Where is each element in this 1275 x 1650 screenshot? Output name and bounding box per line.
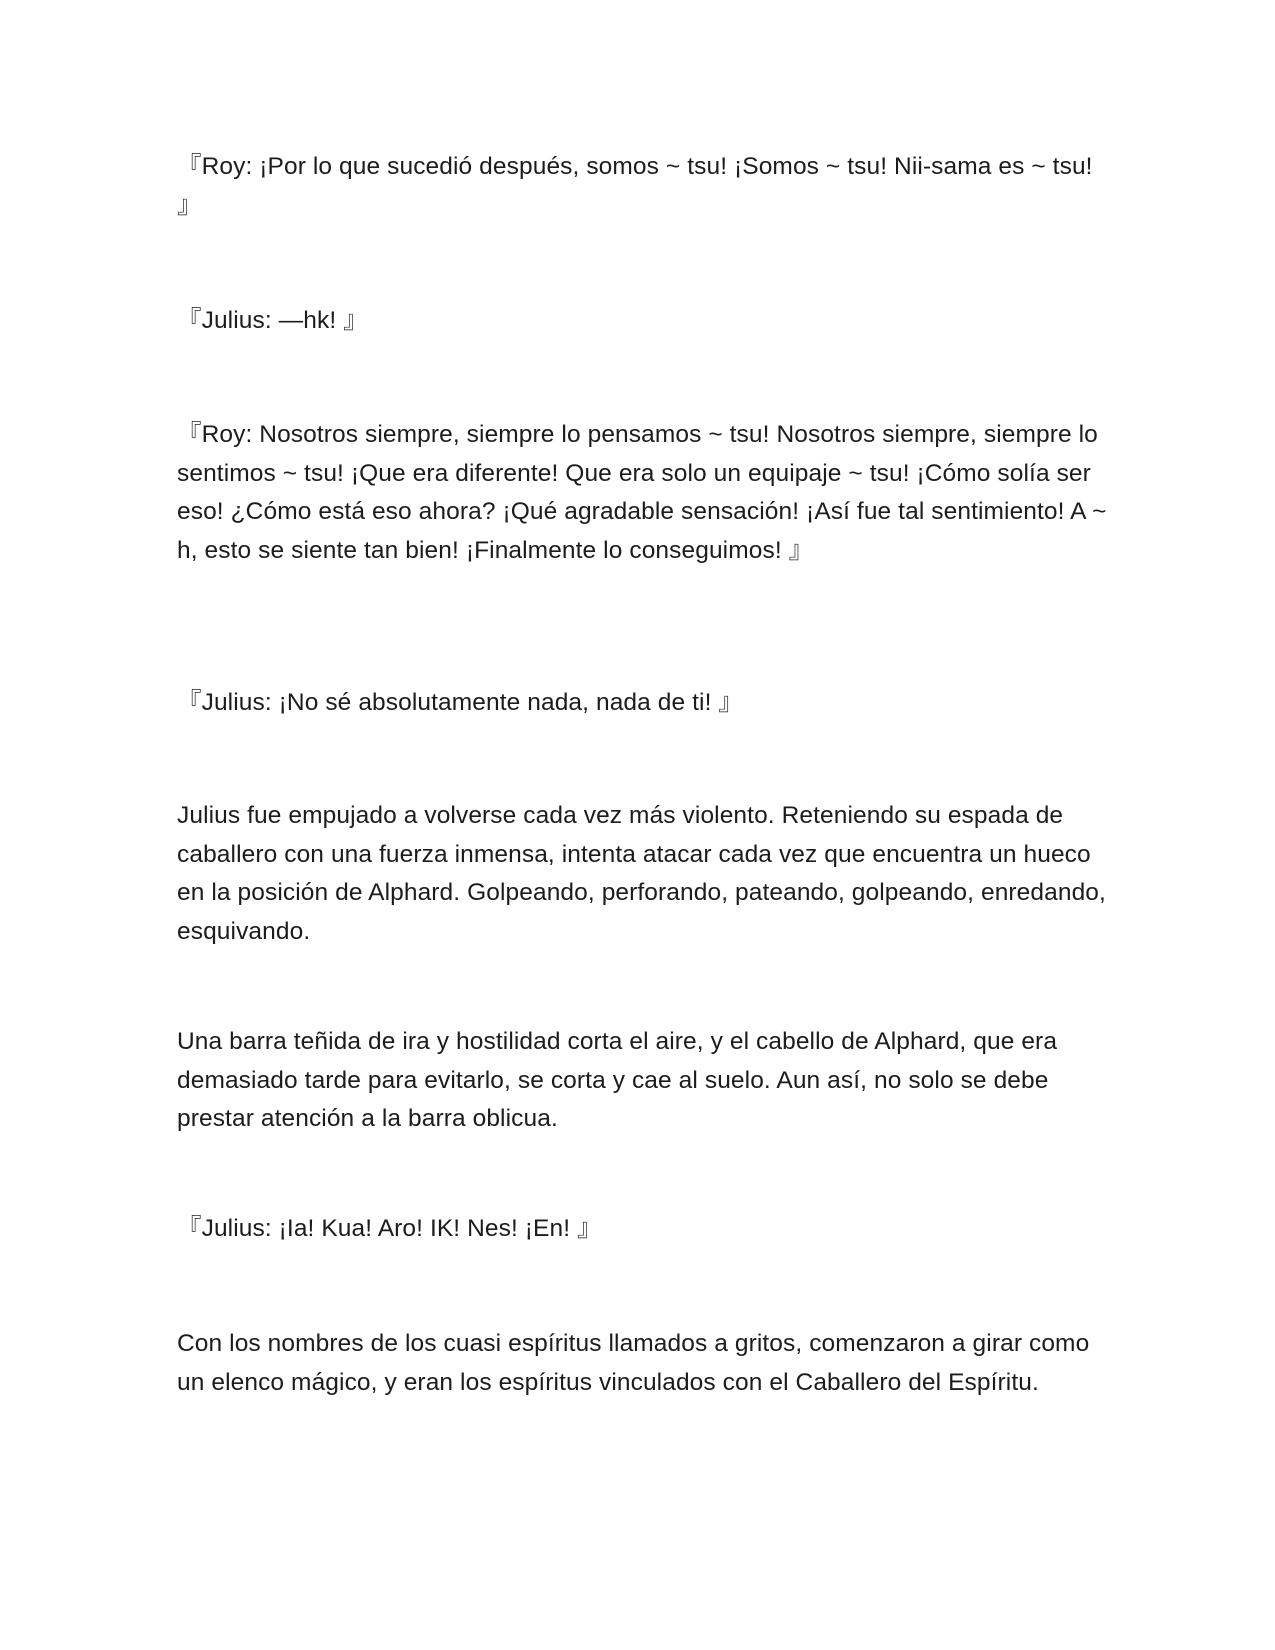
dialogue-julius-3: 『Julius: ¡Ia! Kua! Aro! IK! Nes! ¡En! 』	[177, 1215, 602, 1242]
narration-paragraph-3: Con los nombres de los cuasi espíritus llamados a gritos, comenzaron a girar como un elenco mágico, y eran los espíritus vinculados con el Caballero del Espíritu.	[177, 1330, 1090, 1396]
dialogue-roy-2: 『Roy: Nosotros siempre, siempre lo pensamos ~ tsu! Nosotros siempre, siempre lo sentimos ~ tsu! ¡Que era diferente! Que era solo un equipaje ~ tsu! ¡Cómo solía ser eso! ¿Cómo está eso ahora? ¡Qué agradable sensación! ¡Así fue tal sentimiento! A ~ h, esto se siente tan bien! ¡Finalmente lo conseguimos! 』	[177, 421, 1107, 564]
dialogue-julius-2: 『Julius: ¡No sé absolutamente nada, nada de ti! 』	[177, 689, 743, 716]
narration-paragraph-1: Julius fue empujado a volverse cada vez más violento. Reteniendo su espada de caballero con una fuerza inmensa, intenta atacar cada vez que encuentra un hueco en la posición de Alphard. Golpeando, perforando, pateando, golpeando, enredando, esquivando.	[177, 802, 1106, 945]
dialogue-julius-1: 『Julius: —hk! 』	[177, 307, 368, 334]
dialogue-roy-1: 『Roy: ¡Por lo que sucedió después, somos ~ tsu! ¡Somos ~ tsu! Nii-sama es ~ tsu! 』	[177, 153, 1093, 219]
narration-paragraph-2: Una barra teñida de ira y hostilidad corta el aire, y el cabello de Alphard, que era demasiado tarde para evitarlo, se corta y cae al suelo. Aun así, no solo se debe prestar atención a la barra oblicua.	[177, 1028, 1058, 1132]
